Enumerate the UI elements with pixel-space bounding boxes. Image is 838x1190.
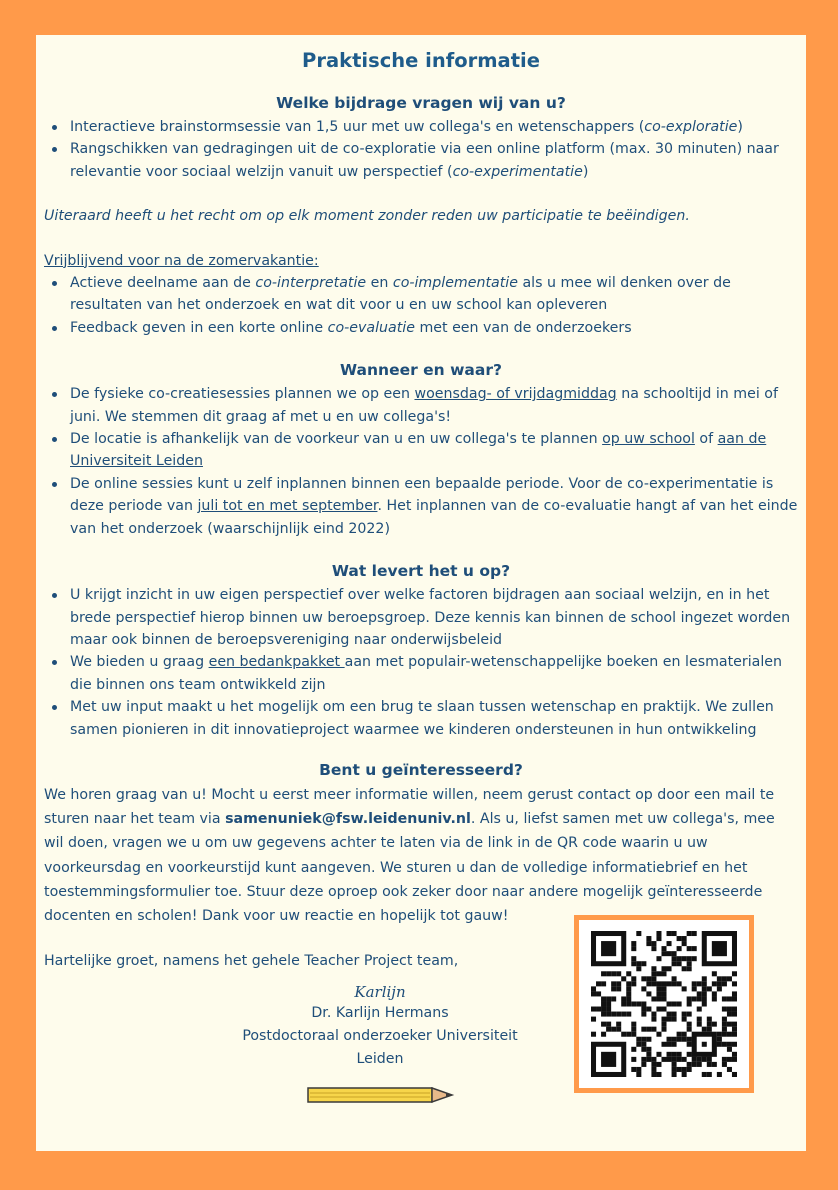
list-item: Rangschikken van gedragingen uit de co-exploratie via een online platform (max. 30 minuten) naar relevantie voor sociaal welzijn vanuit uw perspectief (co-experimentatie) [70,138,798,183]
when-where-list [44,383,798,540]
list-item: We bieden u graag een bedankpakket aan met populair-wetenschappelijke boeken en lesmaterialen die binnen ons team ontwikkeld zijn [70,651,798,696]
signer-affiliation: Leiden [356,1051,404,1067]
contribution-list [44,116,798,183]
email-link[interactable]: samenuniek@fsw.leidenuniv.nl [225,811,471,828]
when-where-heading: Wanneer en waar? [340,361,502,380]
qr-code-icon[interactable] [591,931,737,1077]
benefits-heading: Wat levert het u op? [331,562,511,581]
withdrawal-note: Uiteraard heeft u het recht om op elk moment zonder reden uw participatie te beëindigen. [44,208,690,225]
list-item: Met uw input maakt u het mogelijk om een brug te slaan tussen wetenschap en praktijk. We zullen samen pionieren in dit innovatieproject waarmee we kinderen ondersteunen in hun ontwikkeling [70,696,798,741]
greeting: Hartelijke groet, namens het gehele Teacher Project team, [44,953,459,970]
contact-paragraph: We horen graag van u! Mocht u eerst meer informatie willen, neem gerust contact op door een mail te sturen naar het team via samenuniek@fsw.leidenuniv.nl. Als u, liefst samen met uw collega's, mee wil doen, vragen we u om uw gegevens achter te laten via de link in de QR code waarin u uw voorkeursdag en voorkeurstijd kunt aangeven. We sturen u dan de volledige informatiebrief en het toestemmingsformulier toe. Stuur deze oproep ook zeker door naar andere mogelijk geïnteresseerde docenten en scholen! Dank voor uw reactie en hopelijk tot gauw! [44,786,775,924]
interested-heading: Bent u geïnteresseerd? [319,760,523,779]
signer-role: Postdoctoraal onderzoeker Universiteit [242,1028,518,1044]
list-item: De fysieke co-creatiesessies plannen we op een woensdag- of vrijdagmiddag na schooltijd in mei of juni. We stemmen dit graag af met u en uw collega's! [70,383,798,428]
qr-code-frame[interactable] [574,915,754,1093]
pencil-icon [306,1085,456,1105]
benefits-list [44,584,798,741]
contribution-heading: Welke bijdrage vragen wij van u? [276,94,566,112]
list-item: U krijgt inzicht in uw eigen perspectief over welke factoren bijdragen aan sociaal welzijn, en in het brede perspectief hierop binnen uw beroepsgroep. Deze kennis kan binnen de school ingezet worden maar ook binnen de beroepsvereniging naar onderwijsbeleid [70,584,798,651]
list-item: De locatie is afhankelijk van de voorkeur van u en uw collega's te plannen op uw school of aan de Universiteit Leiden [70,428,798,473]
list-item: Feedback geven in een korte online co-evaluatie met een van de onderzoekers [70,317,798,339]
signature-script: Karlijn [354,983,406,1001]
signer-name: Dr. Karlijn Hermans [311,1005,449,1021]
list-item: De online sessies kunt u zelf inplannen binnen een bepaalde periode. Voor de co-experimentatie is deze periode van juli tot en met september. Het inplannen van de co-evaluatie hangt af van het einde van het onderzoek (waarschijnlijk eind 2022) [70,473,798,540]
optional-label: Vrijblijvend voor na de zomervakantie: [44,252,319,269]
page-title: Praktische informatie [302,49,540,72]
signature-block [200,982,560,1071]
optional-list [44,272,798,339]
list-item: Interactieve brainstormsessie van 1,5 uur met uw collega's en wetenschappers (co-exploratie) [70,116,798,138]
list-item: Actieve deelname aan de co-interpretatie en co-implementatie als u mee wil denken over de resultaten van het onderzoek en wat dit voor u en uw school kan opleveren [70,272,798,317]
